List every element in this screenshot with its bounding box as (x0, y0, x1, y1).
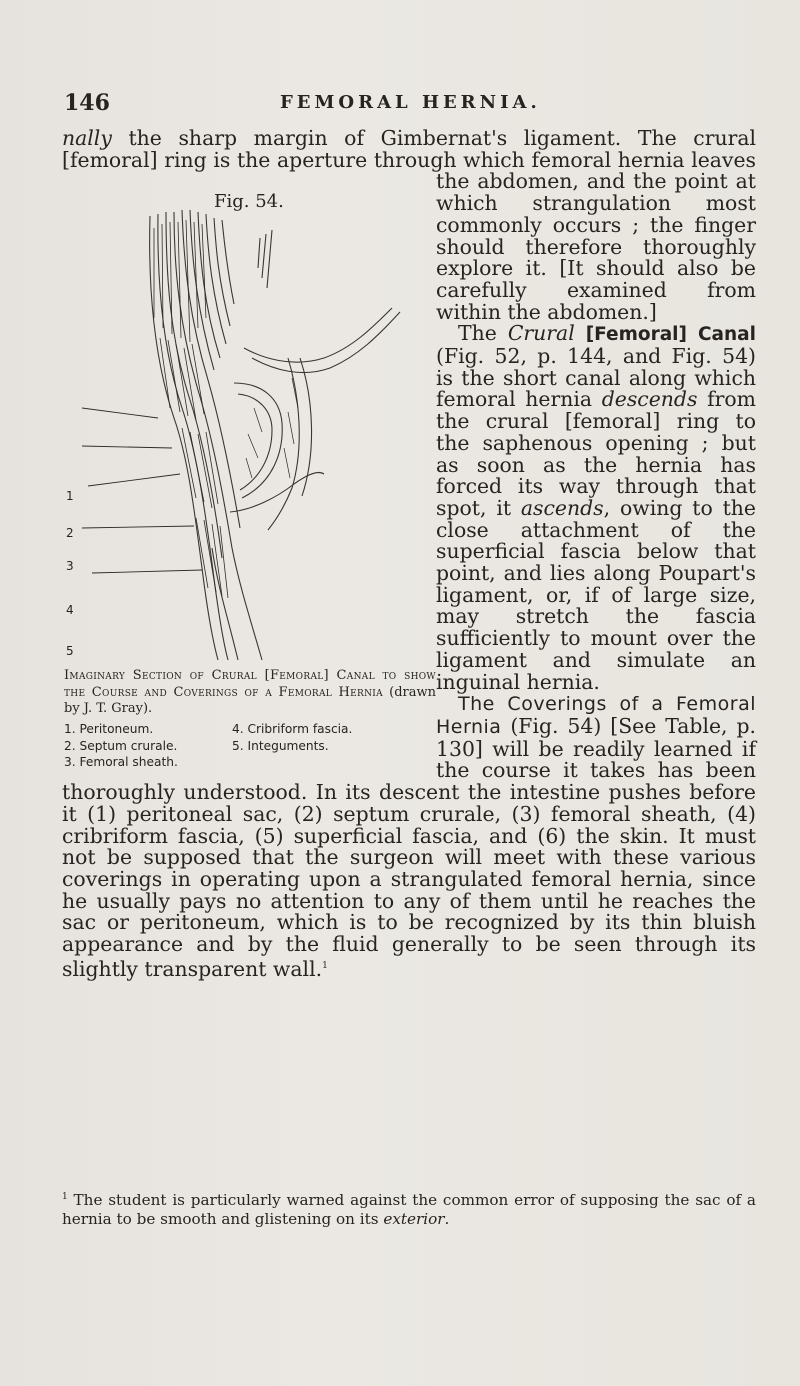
footnote-text: The student is particularly warned against the common error of supposing the sac of a hernia to be smooth and glistening on its (62, 1191, 756, 1229)
paragraph-1-italic-start: nally (62, 126, 112, 150)
figure-number-1: 1 (66, 489, 74, 503)
legend-row (64, 754, 436, 771)
figure-number-3: 3 (66, 559, 74, 573)
legend-item: 2. Septum crurale. (64, 738, 178, 753)
paragraph-1-text: the sharp margin of Gimbernat's ligament. The crural [femoral] ring is the aperture through which femoral hernia leaves the abdomen, and the point at which strangulation most commonly occurs ; the finger should therefore thoroughly explore it. [It should also be carefully examined from within the abdomen.] (62, 126, 756, 324)
caption-credit: (drawn by J. T. Gray). (64, 684, 437, 716)
paragraph-2-text-2: from the crural [femoral] ring to the saphenous opening ; but as soon as the hernia has forced its way through that spot, it (436, 387, 757, 520)
footnote-end: . (444, 1210, 450, 1229)
legend-item: 3. Femoral sheath. (64, 755, 178, 769)
caption-title: Imaginary Section of Crural [Femoral] Canal to show the Course and Coverings of a Femoral Hernia (64, 668, 436, 700)
page-header (64, 90, 754, 120)
footnote-reference: 1 (322, 960, 328, 971)
page-number: 146 (64, 90, 110, 116)
legend-row (64, 738, 436, 755)
paragraph-2-text-3: , owing to the close attachment of the superficial fascia below that point, and lies along Poupart's ligament, or, if of large size, may stretch the fascia sufficiently to mount over the ligament and simulate an inguinal hernia. (436, 495, 756, 694)
body-text (62, 128, 756, 980)
paragraph-2-text-1: (Fig. 52, p. 144, and Fig. 54) is the short canal along which femoral hernia (436, 344, 756, 412)
legend-item: 1. Peritoneum. (64, 722, 154, 736)
paragraph-2-crural: Crural (507, 321, 575, 346)
anatomical-section-drawing (62, 208, 432, 663)
paragraph-2-the: The (458, 321, 508, 346)
paragraph-3-text: (Fig. 54) [See Table, p. 130] will be readily learned if the course it takes has been thoroughly understood. In its descent the intestine pushes before it (1) peritoneal sac, (2) septum crurale, (3) femoral sheath, (4) cribriform fascia, (5) superficial fascia, and (6) the skin. It must not be supposed that the surgeon will meet with these various coverings in operating upon a strangulated femoral hernia, since he usually pays no attention to any of them until he reaches the sac or peritoneum, which is to be recognized by its thin bluish appearance and by the fluid generally to be seen through its slightly transparent wall. (62, 713, 756, 981)
legend-item: 5. Integuments. (232, 738, 329, 753)
paragraph-2-heading: [Femoral] Canal (574, 324, 756, 346)
figure-legend (64, 721, 436, 771)
footnote-mark: 1 (62, 1192, 68, 1202)
running-head: FEMORAL HERNIA. (280, 92, 541, 113)
figure-label: Fig. 54. (214, 191, 284, 212)
paragraph-2-ascends: ascends (520, 495, 604, 520)
figure-number-4: 4 (66, 603, 74, 617)
paragraph-3-heading-2: Femoral Hernia (436, 693, 756, 738)
figure-number-2: 2 (66, 526, 74, 540)
paragraph-3-heading: The Coverings of a (458, 693, 664, 716)
footnote (62, 1188, 756, 1229)
paragraph-2-descends: descends (601, 387, 698, 412)
legend-row (64, 721, 436, 738)
footnote-italic: exterior (383, 1210, 445, 1229)
figure-caption (64, 668, 436, 718)
figure-number-5: 5 (66, 644, 74, 658)
figure-54 (62, 128, 436, 776)
legend-item: 4. Cribriform fascia. (232, 722, 353, 736)
